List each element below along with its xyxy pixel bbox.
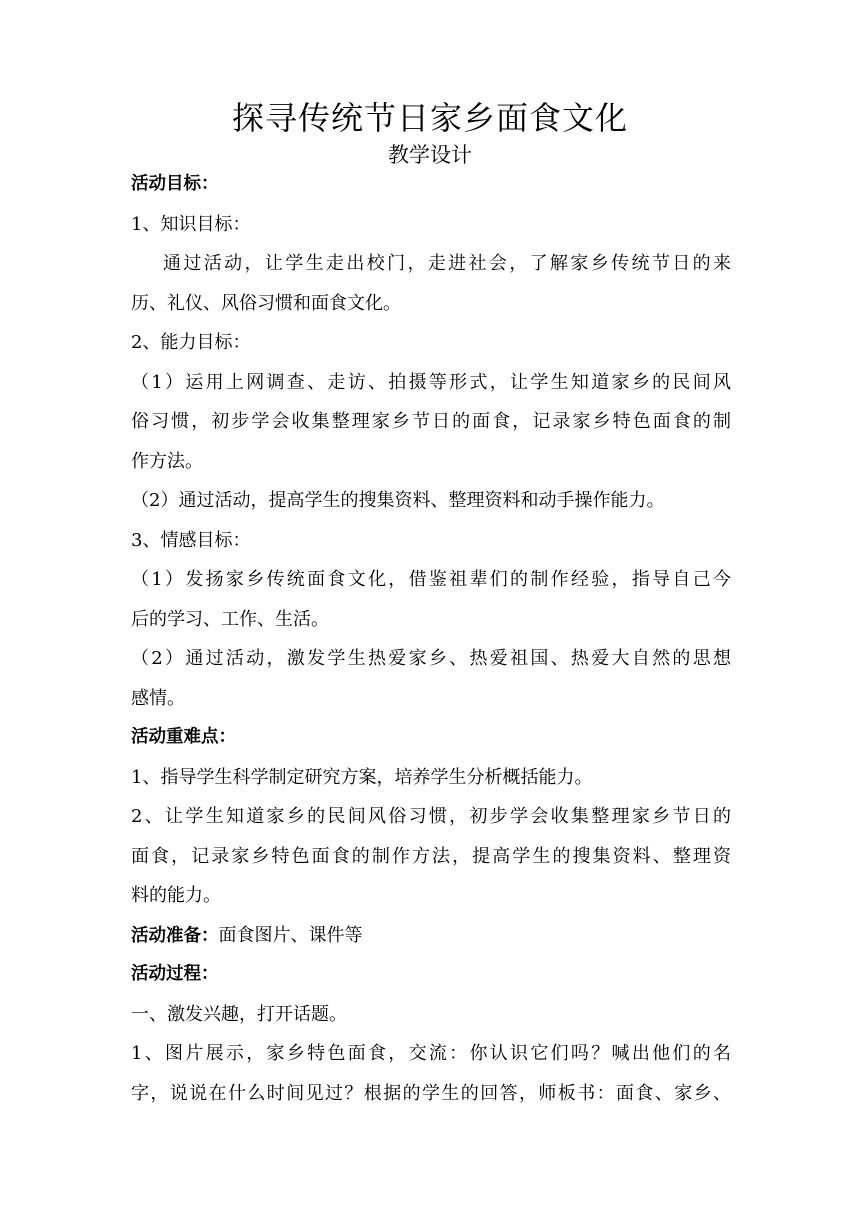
document-subtitle: 教学设计 [388, 143, 472, 167]
key-point-2-line-3: 料的能力。 [131, 885, 221, 906]
ability-item-2: （2）通过活动，提高学生的搜集资料、整理资料和动手操作能力。 [131, 490, 665, 511]
ability-item-1-line-3: 作方法。 [131, 450, 203, 472]
ability-heading: 2、能力目标： [131, 332, 251, 353]
goals-heading: 活动目标： [131, 174, 219, 194]
key-points-heading: 活动重难点： [131, 727, 236, 747]
process-step-1: 一、激发兴趣，打开话题。 [131, 1003, 347, 1025]
emotion-item-1-line-1: （1）发扬家乡传统面食文化，借鉴祖辈们的制作经验，指导自己今 [131, 569, 731, 590]
preparation-line [131, 916, 731, 956]
document-title: 探寻传统节日家乡面食文化 [231, 99, 628, 137]
process-heading: 活动过程： [131, 964, 219, 984]
key-point-2-line-2: 面食，记录家乡特色面食的制作方法，提高学生的搜集资料、整理资 [131, 845, 731, 867]
emotion-item-1-line-2: 后的学习、工作、生活。 [131, 608, 329, 630]
preparation-label: 活动准备： [131, 925, 219, 946]
key-point-1: 1、指导学生科学制定研究方案，培养学生分析概括能力。 [131, 766, 593, 788]
emotion-item-2-line-1: （2）通过活动，激发学生热爱家乡、热爱祖国、热爱大自然的思想 [131, 648, 731, 669]
emotion-item-2-line-2: 感情。 [131, 687, 185, 709]
ability-item-1-line-2: 俗习惯，初步学会收集整理家乡节日的面食，记录家乡特色面食的制 [131, 411, 731, 432]
ability-item-1-line-1: （1）运用上网调查、走访、拍摄等形式，让学生知道家乡的民间风 [131, 371, 731, 393]
emotion-heading: 3、情感目标： [131, 529, 251, 551]
document-body [131, 165, 731, 1113]
process-step-1-1-line-2: 字，说说在什么时间见过？根据的学生的回答，师板书：面食、家乡、 [131, 1082, 731, 1104]
knowledge-heading: 1、知识目标： [131, 213, 251, 235]
knowledge-text-line-1: 通过活动，让学生走出校门，走进社会，了解家乡传统节日的来 [163, 253, 731, 274]
preparation-value: 面食图片、课件等 [218, 924, 363, 946]
key-point-2-line-1: 2、让学生知道家乡的民间风俗习惯，初步学会收集整理家乡节日的 [131, 806, 731, 827]
knowledge-text-line-2: 历、礼仪、风俗习惯和面食文化。 [131, 292, 401, 314]
process-step-1-1-line-1: 1、图片展示，家乡特色面食，交流：你认识它们吗？喊出他们的名 [131, 1043, 731, 1064]
